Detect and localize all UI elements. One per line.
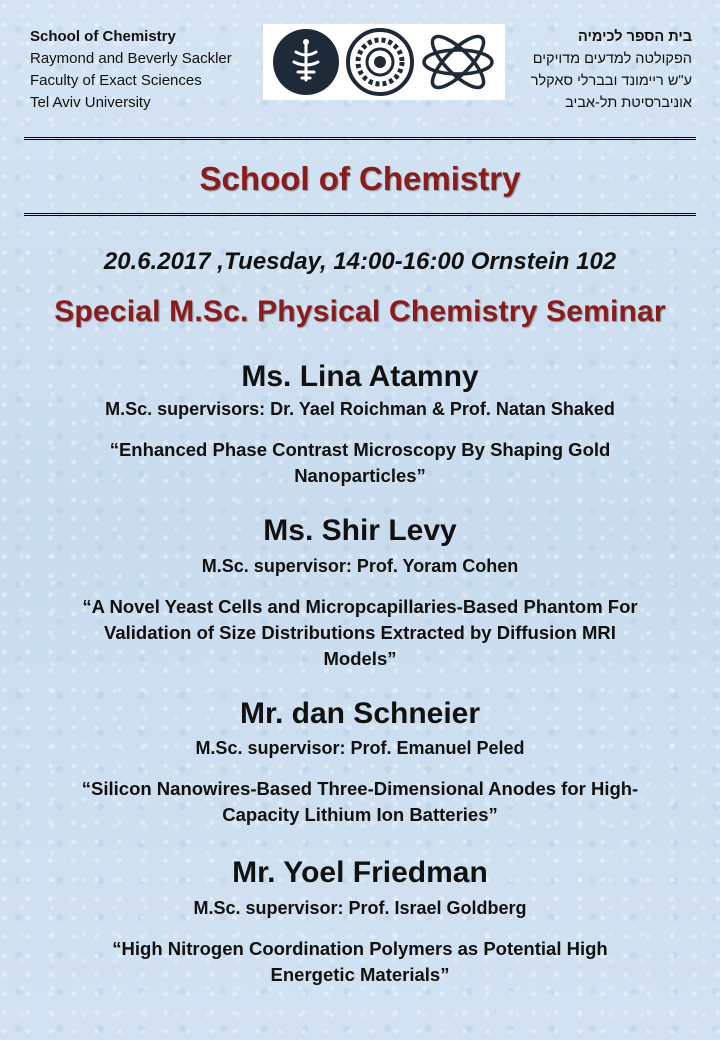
header-school-en: School of Chemistry bbox=[30, 28, 176, 45]
talk-title-line: Energetic Materials” bbox=[270, 964, 450, 985]
talk-title-line: “Silicon Nanowires-Based Three-Dimensional Anodes for High- bbox=[81, 778, 639, 799]
talk-title-line: Capacity Lithium Ion Batteries” bbox=[222, 804, 498, 825]
talk-title-line: “A Novel Yeast Cells and Micropcapillaries-Based Phantom For bbox=[82, 596, 638, 617]
header-faculty-en-2: Faculty of Exact Sciences bbox=[30, 72, 202, 89]
speaker-supervisor: M.Sc. supervisor: Prof. Emanuel Peled bbox=[195, 738, 525, 758]
talk-title bbox=[0, 594, 720, 672]
header-faculty-en-1: Raymond and Beverly Sackler bbox=[30, 50, 232, 67]
speaker-name: Mr. dan Schneier bbox=[239, 697, 481, 730]
top-divider bbox=[24, 137, 696, 140]
event-date-time-location: 20.6.2017 ,Tuesday, 14:00-16:00 Ornstein 102 bbox=[103, 248, 617, 275]
bottom-divider bbox=[24, 213, 696, 216]
speaker-name: Ms. Shir Levy bbox=[263, 514, 457, 547]
speaker-name: Mr. Yoel Friedman bbox=[232, 856, 488, 889]
speaker-supervisor: M.Sc. supervisor: Prof. Yoram Cohen bbox=[201, 556, 519, 576]
speaker-supervisor: M.Sc. supervisors: Dr. Yael Roichman & Prof. Natan Shaked bbox=[105, 399, 615, 419]
talk-title-line: Models” bbox=[323, 648, 397, 669]
atom-orbit-icon bbox=[420, 27, 496, 97]
talk-title bbox=[0, 936, 720, 988]
speaker-supervisor: M.Sc. supervisor: Prof. Israel Goldberg bbox=[193, 898, 527, 918]
header-university-he: אוניברסיטת תל-אביב bbox=[565, 95, 692, 111]
header-right-block bbox=[531, 26, 692, 114]
talk-title-line: Nanoparticles” bbox=[294, 465, 426, 486]
header-left-block bbox=[30, 26, 232, 114]
header-university-en: Tel Aviv University bbox=[30, 94, 151, 111]
talk-title bbox=[0, 776, 720, 828]
tau-emblem-icon bbox=[272, 28, 340, 96]
header-faculty-he-2: ע"ש ריימונד ובברלי סאקלר bbox=[530, 73, 692, 89]
header-faculty-he-1: הפקולטה למדעים מדויקים bbox=[532, 51, 692, 67]
talk-title-line: Validation of Size Distributions Extracted by Diffusion MRI bbox=[104, 622, 616, 643]
speaker-name: Ms. Lina Atamny bbox=[241, 360, 479, 393]
talk-title-line: “High Nitrogen Coordination Polymers as Potential High bbox=[112, 938, 608, 959]
seminar-title: Special M.Sc. Physical Chemistry Seminar bbox=[54, 295, 666, 328]
logo-strip bbox=[263, 24, 505, 100]
talk-title bbox=[0, 437, 720, 489]
talk-title-line: “Enhanced Phase Contrast Microscopy By Shaping Gold bbox=[109, 439, 611, 460]
header-school-he: בית הספר לכימיה bbox=[578, 29, 692, 45]
page-title: School of Chemistry bbox=[199, 160, 521, 197]
chemistry-ring-icon bbox=[345, 27, 415, 97]
